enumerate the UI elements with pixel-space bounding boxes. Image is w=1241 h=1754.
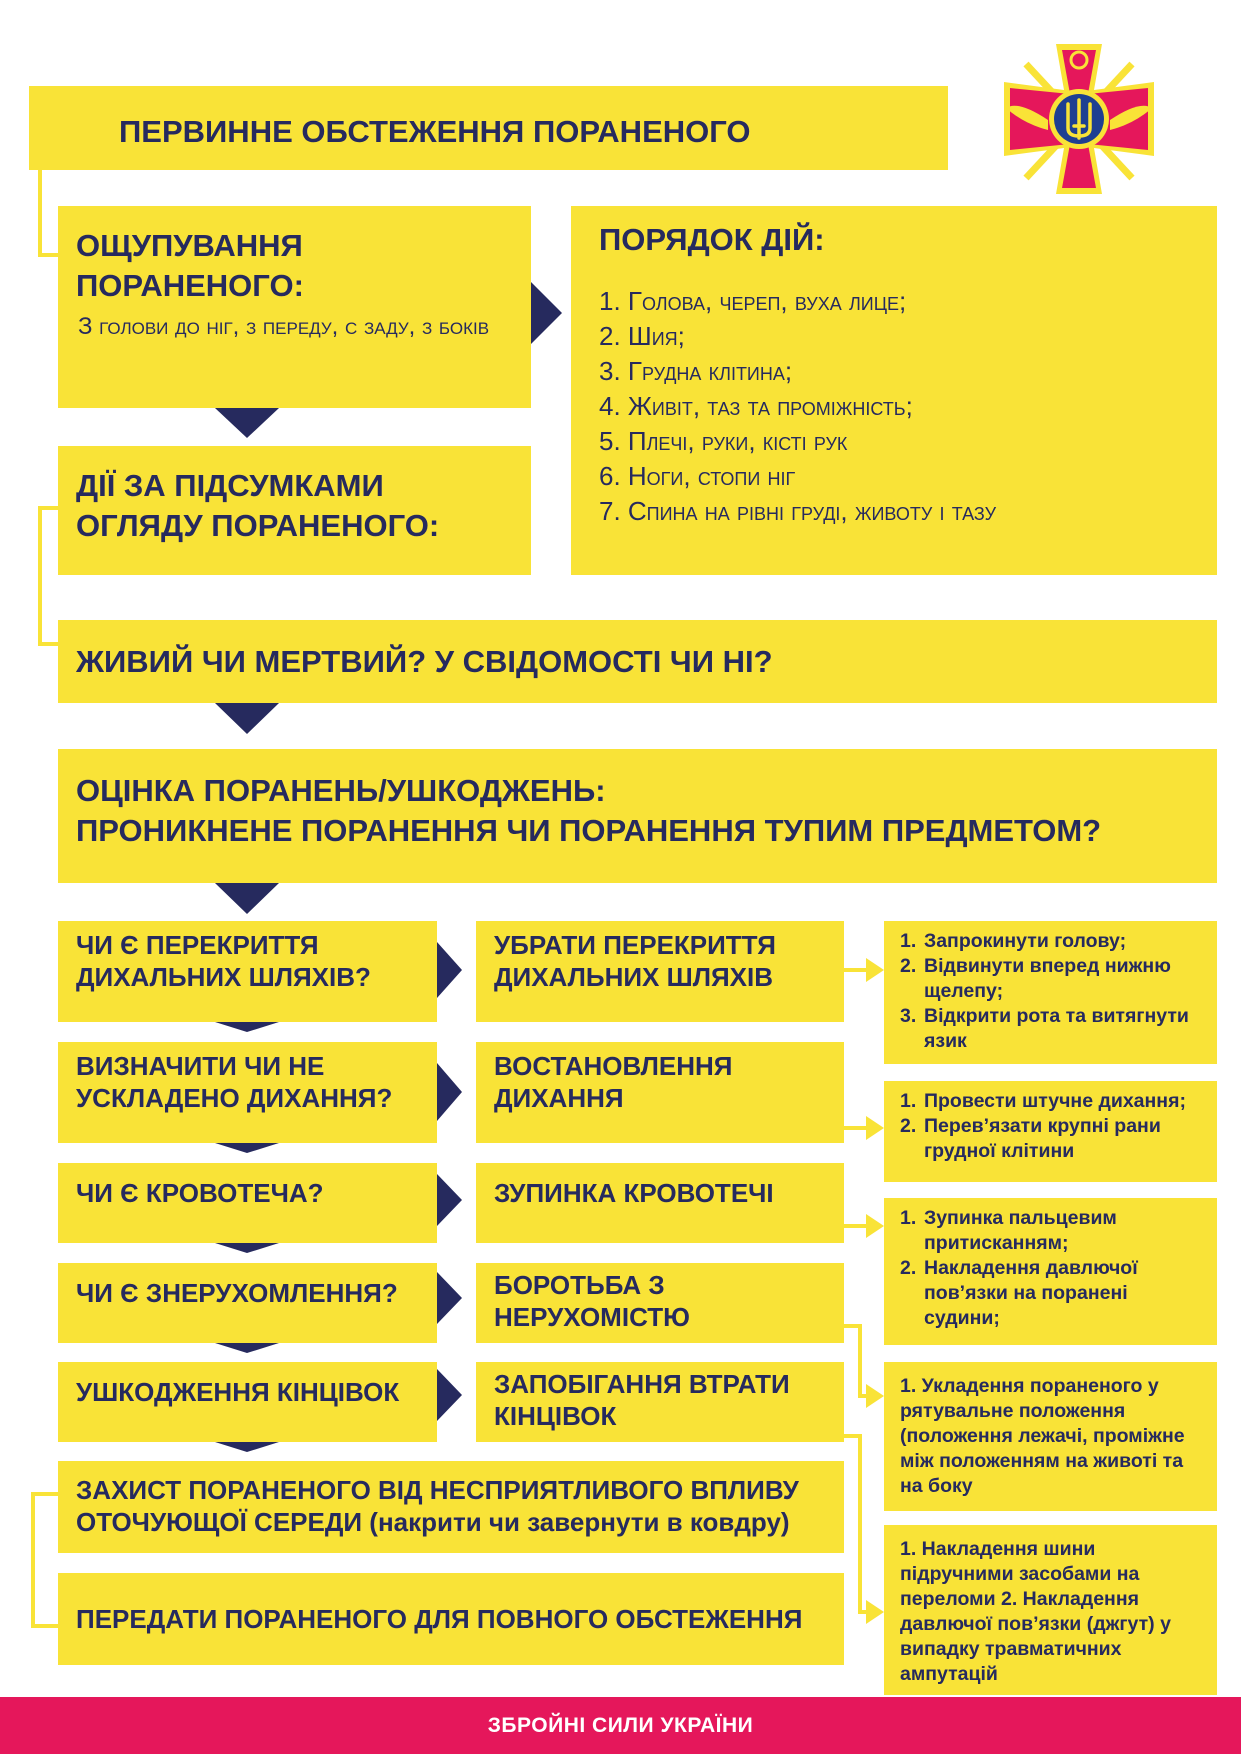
detail-item-number: 1. — [900, 930, 917, 952]
detail-item-number: 3. — [900, 1005, 917, 1027]
detail-limbs — [884, 1525, 1217, 1695]
order-list — [599, 284, 1189, 529]
question-immobilization — [58, 1263, 437, 1343]
order-box — [571, 206, 1217, 575]
palpation-title-line1: ОЩУПУВАННЯ — [76, 228, 303, 263]
detail-item — [900, 1256, 1201, 1331]
detail-item — [900, 929, 1201, 954]
transfer-box — [58, 1573, 844, 1665]
question-line: УШКОДЖЕННЯ КІНЦІВОК — [76, 1377, 400, 1407]
actions-box — [58, 446, 531, 575]
palpation-box — [58, 206, 531, 408]
alive-box — [58, 620, 1217, 703]
question-limbs — [58, 1362, 437, 1442]
assessment-line1: ОЦІНКА ПОРАНЕНЬ/УШКОДЖЕНЬ: — [76, 773, 606, 808]
question-line: ВИЗНАЧИТИ ЧИ НЕ — [76, 1051, 325, 1081]
assessment-line2: ПРОНИКНЕНЕ ПОРАНЕННЯ ЧИ ПОРАНЕННЯ ТУПИМ ПРЕДМЕТОМ? — [76, 813, 1102, 848]
action-limbs — [476, 1362, 844, 1442]
footer-text: ЗБРОЙНІ СИЛИ УКРАЇНИ — [487, 1714, 754, 1737]
question-line: ЧИ Є ПЕРЕКРИТТЯ — [76, 930, 319, 960]
detail-item-number: 2. — [900, 1257, 917, 1279]
order-item: 7. Спина на рівні груді, животу і тазу — [599, 496, 997, 526]
question-airway — [58, 921, 437, 1022]
detail-text: 1. Укладення пораненого у рятувальне положення (положення лежачі, проміжне між положенням на животі та на боку — [900, 1375, 1185, 1497]
action-line: ВОСТАНОВЛЕННЯ — [494, 1051, 733, 1081]
question-line: УСКЛАДЕНО ДИХАННЯ? — [76, 1083, 393, 1113]
action-line: ЗАПОБІГАННЯ ВТРАТИ — [494, 1369, 790, 1399]
detail-item-number: 1. — [900, 1207, 917, 1229]
question-bleeding — [58, 1163, 437, 1243]
action-line: БОРОТЬБА З — [494, 1270, 665, 1300]
detail-item — [900, 954, 1201, 1004]
protect-line2: ОТОЧУЮЩОЇ СЕРЕДИ (накрити чи завернути в ковдру) — [76, 1507, 790, 1537]
detail-item-text: Зупинка пальцевим притисканням; — [924, 1207, 1117, 1254]
order-item: 1. Голова, череп, вуха лице; — [599, 286, 907, 316]
detail-breathing — [884, 1081, 1217, 1182]
action-line: НЕРУХОМІСТЮ — [494, 1302, 690, 1332]
detail-item — [900, 1004, 1201, 1054]
palpation-title-line2: ПОРАНЕНОГО: — [76, 268, 304, 303]
order-item: 4. Живіт, таз та проміжність; — [599, 391, 913, 421]
action-airway — [476, 921, 844, 1022]
action-line: КІНЦІВОК — [494, 1401, 617, 1431]
order-title: ПОРЯДОК ДІЙ: — [599, 222, 825, 257]
detail-immobilization — [884, 1362, 1217, 1511]
assessment-box — [58, 749, 1217, 883]
detail-item-text: Запрокинути голову; — [924, 930, 1127, 952]
detail-list — [900, 1206, 1201, 1331]
order-item: 5. Плечі, руки, кісті рук — [599, 426, 848, 456]
palpation-text: З голови до ніг, з переду, с заду, з боків — [78, 313, 490, 340]
detail-list — [900, 929, 1201, 1054]
detail-item — [900, 1206, 1201, 1256]
detail-item-number: 2. — [900, 1115, 917, 1137]
question-line: ЧИ Є КРОВОТЕЧА? — [76, 1178, 324, 1208]
order-item: 3. Грудна клітина; — [599, 356, 793, 386]
detail-list — [900, 1089, 1201, 1164]
protect-line1: ЗАХИСТ ПОРАНЕНОГО ВІД НЕСПРИЯТЛИВОГО ВПЛИВУ — [76, 1475, 799, 1505]
order-item: 2. Шия; — [599, 321, 685, 351]
action-bleeding — [476, 1163, 844, 1243]
action-line: УБРАТИ ПЕРЕКРИТТЯ — [494, 930, 776, 960]
detail-item-number: 1. — [900, 1090, 917, 1112]
question-breathing — [58, 1042, 437, 1143]
detail-item — [900, 1089, 1201, 1114]
action-line: ДИХАЛЬНИХ ШЛЯХІВ — [494, 962, 774, 992]
alive-text: ЖИВИЙ ЧИ МЕРТВИЙ? У СВІДОМОСТІ ЧИ НІ? — [76, 644, 773, 679]
header-banner — [29, 86, 948, 170]
action-breathing — [476, 1042, 844, 1143]
detail-item-text: Перев’язати крупні рани грудної клітини — [924, 1115, 1161, 1162]
detail-item-text: Відвинути вперед нижню щелепу; — [924, 955, 1171, 1002]
detail-text: 1. Накладення шини підручними засобами на переломи 2. Накладення давлючої пов’язки (джгут) у випадку травматичних ампутацій — [900, 1538, 1171, 1685]
detail-bleeding — [884, 1198, 1217, 1345]
actions-line1: ДІЇ ЗА ПІДСУМКАМИ — [76, 468, 384, 503]
detail-item-text: Відкрити рота та витягнути язик — [924, 1005, 1189, 1052]
actions-line2: ОГЛЯДУ ПОРАНЕНОГО: — [76, 508, 440, 543]
question-line: ЧИ Є ЗНЕРУХОМЛЕННЯ? — [76, 1278, 398, 1308]
transfer-text: ПЕРЕДАТИ ПОРАНЕНОГО ДЛЯ ПОВНОГО ОБСТЕЖЕННЯ — [76, 1604, 803, 1634]
action-line: ЗУПИНКА КРОВОТЕЧІ — [494, 1178, 774, 1208]
detail-item-text: Накладення давлючої пов’язки на поранені судини; — [924, 1257, 1138, 1329]
action-immobilization — [476, 1263, 844, 1343]
protect-box — [58, 1461, 844, 1553]
detail-item — [900, 1114, 1201, 1164]
action-line: ДИХАННЯ — [494, 1083, 624, 1113]
detail-item-number: 2. — [900, 955, 917, 977]
detail-airway — [884, 921, 1217, 1064]
detail-item-text: Провести штучне дихання; — [924, 1090, 1186, 1112]
armed-forces-emblem-icon — [998, 38, 1160, 200]
page-title: ПЕРВИННЕ ОБСТЕЖЕННЯ ПОРАНЕНОГО — [119, 114, 751, 149]
question-line: ДИХАЛЬНИХ ШЛЯХІВ? — [76, 962, 371, 992]
order-item: 6. Ноги, стопи ніг — [599, 461, 796, 491]
footer-banner — [0, 1697, 1241, 1754]
